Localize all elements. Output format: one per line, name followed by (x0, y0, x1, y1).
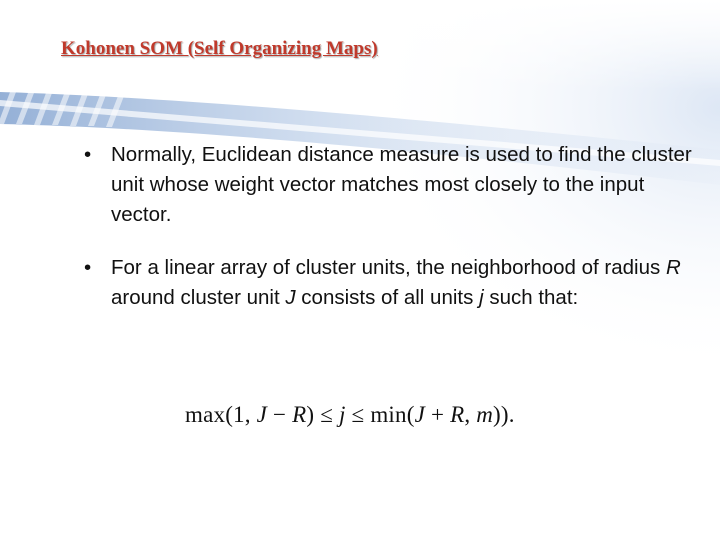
bullet-text-part: For a linear array of cluster units, the neighborhood of radius (111, 256, 666, 279)
formula-part: ≤ min( (345, 402, 415, 427)
bullet-item (84, 140, 694, 230)
formula-part: ) ≤ (306, 402, 340, 427)
slide-title: Kohonen SOM (Self Organizing Maps) (61, 38, 378, 59)
formula-var: j (339, 402, 346, 427)
formula-var: R (292, 402, 307, 427)
formula-var: J (256, 402, 268, 427)
bullet-dot-icon: • (84, 256, 92, 279)
bullet-text-part: around cluster unit (111, 286, 286, 309)
bullet-text-var-J: J (285, 286, 296, 309)
formula-part: )). (493, 402, 515, 427)
bullet-text-part: consists of all units (295, 286, 480, 309)
formula-var: m (476, 402, 494, 427)
formula-part: , (464, 402, 477, 427)
formula-var: R (450, 402, 465, 427)
bullet-text-var-j: j (479, 286, 484, 309)
formula-part: + (425, 402, 451, 427)
bullet-list (84, 140, 694, 336)
bullet-text-var-R: R (665, 256, 681, 279)
bullet-text-part: such that: (483, 286, 579, 309)
formula-part: max(1, (185, 402, 257, 427)
bullet-text: Normally, Euclidean distance measure is used to find the cluster unit whose weight vector matches most closely to the input vector. (111, 143, 692, 226)
formula-var: J (414, 402, 425, 427)
formula-part: − (267, 402, 293, 427)
neighborhood-formula (185, 402, 515, 428)
bullet-dot-icon: • (84, 143, 92, 166)
bullet-item (84, 253, 694, 313)
